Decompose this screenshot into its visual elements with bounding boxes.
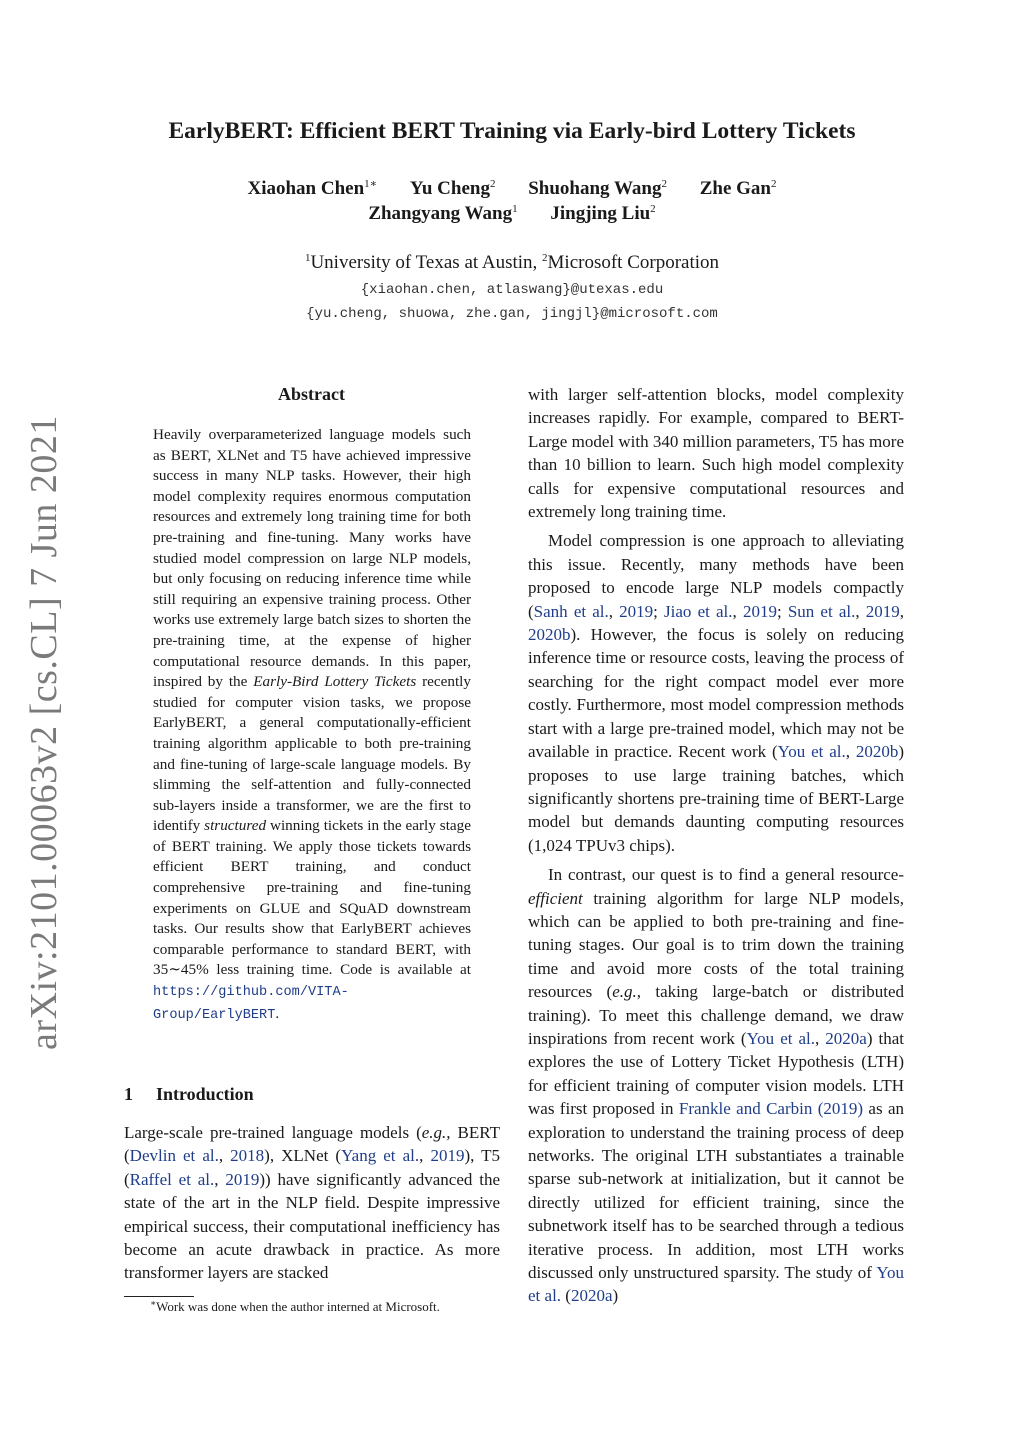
citation-link[interactable]: 2020a	[825, 1028, 867, 1048]
author: Xiaohan Chen$^{1∗}$	[247, 178, 378, 199]
citation-link[interactable]: 2019	[430, 1146, 465, 1166]
section-heading-introduction: 1 Introduction	[124, 1084, 254, 1104]
author-line-2	[110, 203, 914, 225]
citation-link[interactable]: 2020b	[855, 742, 899, 762]
author: Shuohang Wang$^2$	[528, 178, 667, 199]
paragraph: In contrast, our quest is to find a general resource-efficient training algorithm for large NLP models, which can be applied to both pre-training and fine-tuning stages. Our goal is to trim down the training time and avoid more costs of the total training resources (e.g., taking large-batch or distributed training). To meet this challenge demand, we draw inspirations from recent work (You et al., 2020a) that explores the use of Lottery Ticket Hypothesis (LTH) for efficient training of computer vision models. LTH was first proposed in Frankle and Carbin (2019) as an exploration to understand the training process of deep networks. The original LTH substantiates a trainable sparse sub-network at initialization, but it cannot be directly utilized for efficient training, since the subnetwork itself has to be searched through a tedious iterative process. In addition, most LTH works discussed only unstructured sparsity. The study of You et al. (2020a)	[528, 865, 905, 1306]
citation-link[interactable]: Sun et al.	[787, 601, 856, 621]
code-link[interactable]: https://github.com/VITA-Group/EarlyBERT	[153, 985, 349, 1023]
arxiv-identifier: arXiv:2101.00063v2 [cs.CL] 7 Jun 2021	[23, 415, 65, 1050]
citation-link[interactable]: Devlin et al.	[129, 1146, 219, 1166]
citation-link[interactable]: 2019	[742, 601, 777, 621]
citation-link[interactable]: Raffel et al.	[129, 1169, 215, 1189]
author: Yu Cheng$^2$	[409, 178, 496, 199]
abstract-heading: Abstract	[278, 384, 345, 404]
citation-link[interactable]: 2019	[619, 601, 654, 621]
author: Zhe Gan$^2$	[699, 178, 777, 199]
footnote: ∗Work was done when the author interned at Microsoft.	[150, 1298, 440, 1314]
citation-link[interactable]: Jiao et al.	[664, 601, 733, 621]
citation-link[interactable]: You et al.	[528, 1263, 904, 1306]
right-column-text	[528, 383, 904, 1308]
footnote-rule	[124, 1296, 194, 1297]
author: Zhangyang Wang$^1$	[368, 203, 518, 224]
introduction-text: Large-scale pre-trained language models (e.g., BERT (Devlin et al., 2018), XLNet (Yang et al., 2019), T5 (Raffel et al., 2019)) have significantly advanced the state of the art in the NLP field. Despite impressive empirical success, their computational inefficiency has become an acute drawback in practice. As more transformer layers are stacked	[124, 1123, 500, 1283]
citation-link[interactable]: 2020a	[570, 1286, 613, 1306]
citation-link[interactable]: 2018	[230, 1146, 265, 1166]
citation-link[interactable]: 2020b	[528, 625, 571, 645]
citation-link[interactable]: 2019	[865, 601, 900, 621]
author-line-1	[110, 178, 914, 200]
paragraph: Model compression is one approach to alleviating this issue. Recently, many methods have been proposed to encode large NLP models compactly (Sanh et al., 2019; Jiao et al., 2019; Sun et al., 2019, 2020b). However, the focus is solely on reducing inference time or resource costs, leaving the process of searching for the right compact model ever more costly. Furthermore, most model compression methods start with a large pre-trained model, which may not be available in practice. Recent work (You et al., 2020b) proposes to use large training batches, which significantly shortens pre-training time of BERT-Large model but demands daunting computing resources (1,024 TPUv3 chips).	[528, 531, 905, 855]
email-line-2: {yu.cheng, shuowa, zhe.gan, jingjl}@microsoft.com	[306, 306, 718, 322]
author: Jingjing Liu$^2$	[550, 203, 656, 224]
citation-link[interactable]: Yang et al.	[341, 1146, 420, 1166]
abstract-text: Heavily overparameterized language models such as BERT, XLNet and T5 have achieved impressive success in many NLP tasks. However, their high model complexity requires enormous computation resources and extremely long training time for both pre-training and fine-tuning. Many works have studied model compression on large NLP models, but only focusing on reducing inference time while still requiring an expensive training process. Other works use extremely large batch sizes to shorten the pre-training time, at the expense of higher computational resource demands. In this paper, inspired by the Early-Bird Lottery Tickets recently studied for computer vision tasks, we propose EarlyBERT, a general computationally-efficient training algorithm applicable to both pre-training and fine-tuning of large-scale language models. By slimming the self-attention and fully-connected sub-layers inside a transformer, we are the first to identify structured winning tickets in the early stage of BERT training. We apply those tickets towards efficient BERT training, and conduct comprehensive pre-training and fine-tuning experiments on GLUE and SQuAD downstream tasks. Our results show that EarlyBERT achieves comparable performance to standard BERT, with 35∼45% less training time. Code is available at https://github.com/VITA-Group/EarlyBERT.	[153, 426, 471, 1023]
email-line-1: {xiaohan.chen, atlaswang}@utexas.edu	[360, 282, 664, 298]
citation-link[interactable]: You et al.	[777, 742, 846, 762]
citation-link[interactable]: Sanh et al.	[533, 601, 609, 621]
citation-link[interactable]: 2019	[225, 1169, 260, 1189]
citation-link[interactable]: Frankle and Carbin (2019)	[678, 1099, 864, 1119]
affiliations: $^1$University of Texas at Austin, $^2$Microsoft Corporation	[304, 252, 720, 273]
paper-title: EarlyBERT: Efficient BERT Training via Early-bird Lottery Tickets	[168, 118, 856, 144]
citation-link[interactable]: You et al.	[746, 1028, 815, 1048]
paragraph: with larger self-attention blocks, model complexity increases rapidly. For example, compared to BERT-Large model with 340 million parameters, T5 has more than 10 billion to learn. Such high model complexity calls for expensive computational resources and extremely long training time.	[528, 385, 904, 522]
